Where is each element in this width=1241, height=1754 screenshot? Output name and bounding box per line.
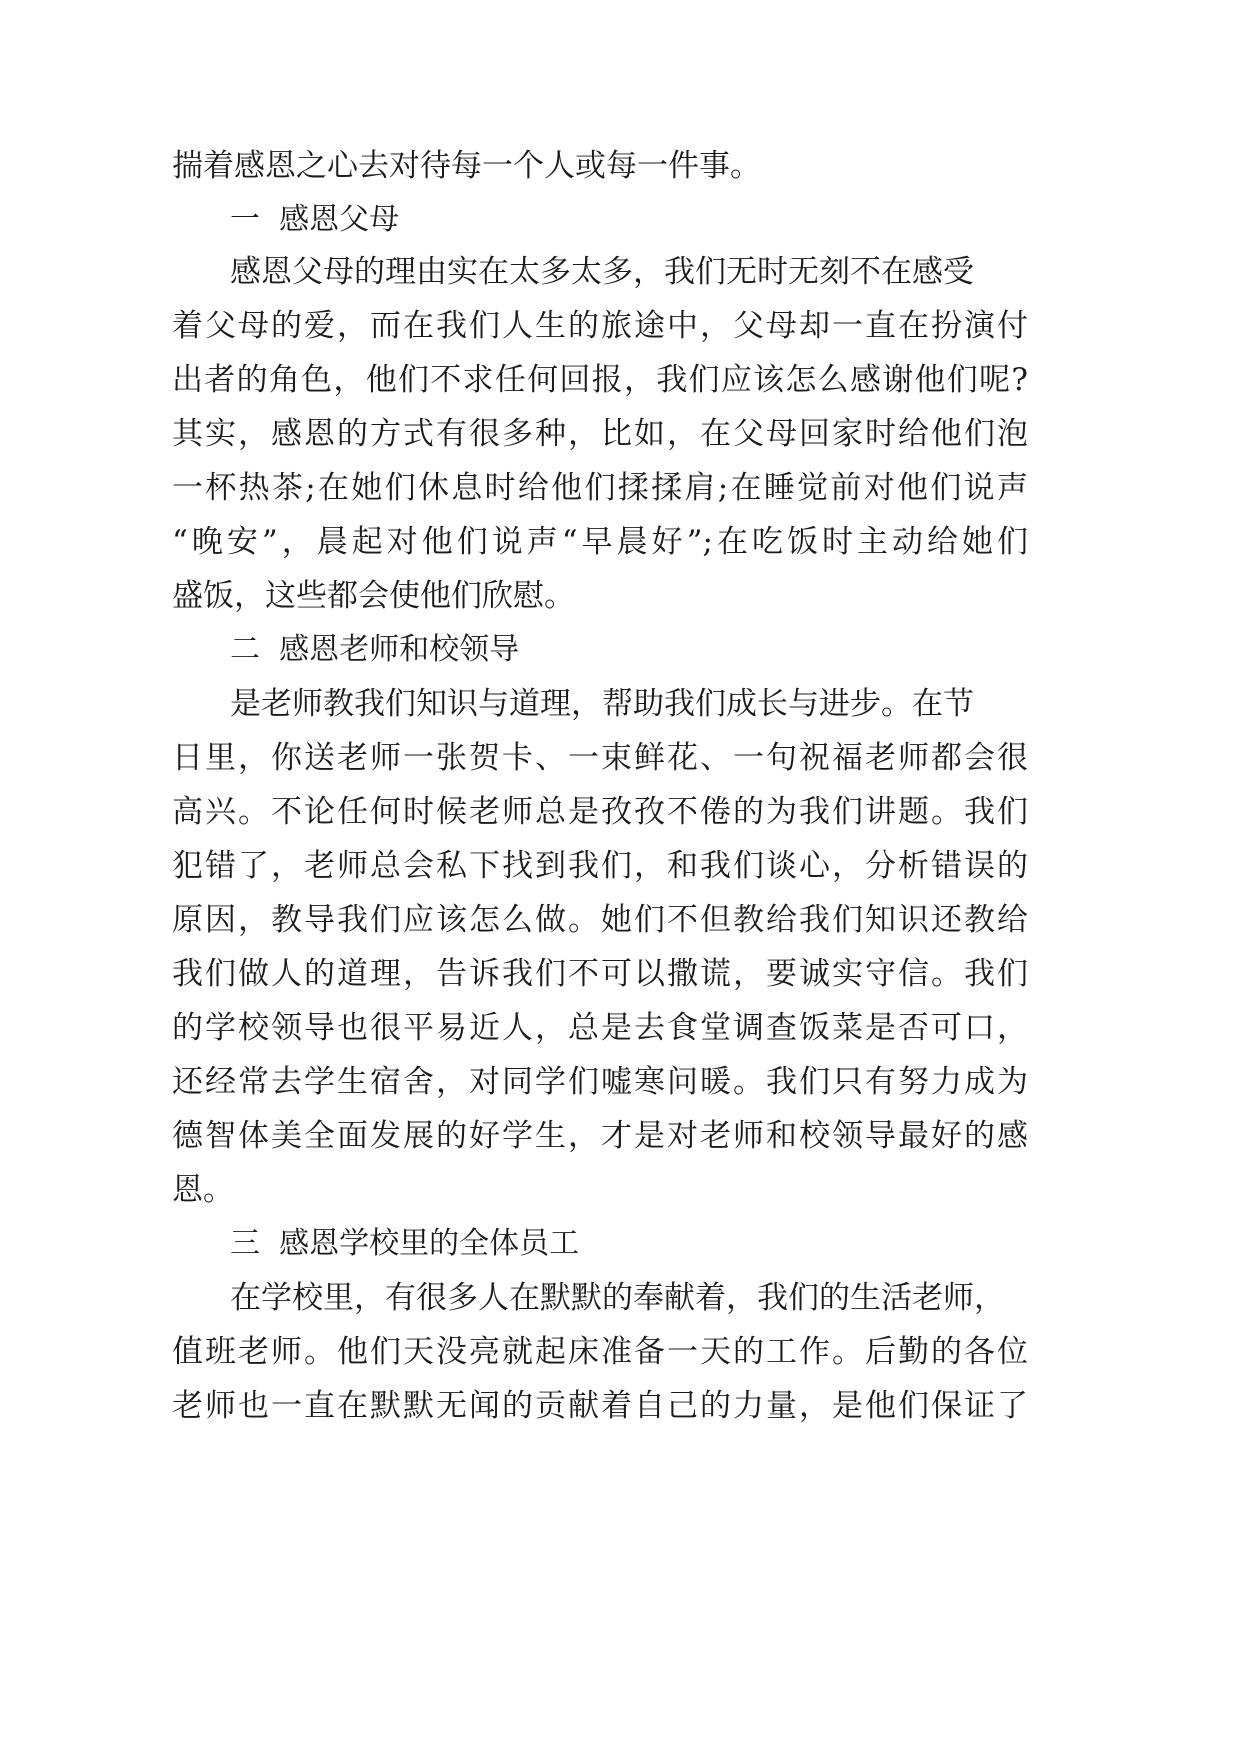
paragraph-line: 犯错了，老师总会私下找到我们，和我们谈心，分析错误的	[172, 848, 1028, 884]
paragraph-line: “晚安”，晨起对他们说声“早晨好”;在吃饭时主动给她们	[172, 524, 1028, 560]
paragraph-line: 老师也一直在默默无闻的贡献着自己的力量，是他们保证了	[172, 1388, 1028, 1424]
paragraph-line: 日里，你送老师一张贺卡、一束鲜花、一句祝福老师都会很	[172, 740, 1028, 776]
paragraph-line: 高兴。不论任何时候老师总是孜孜不倦的为我们讲题。我们	[172, 794, 1028, 830]
paragraph-line: 一杯热茶;在她们休息时给他们揉揉肩;在睡觉前对他们说声	[172, 470, 1028, 506]
section-heading: 三 感恩学校里的全体员工	[230, 1226, 580, 1261]
paragraph-line: 揣着感恩之心去对待每一个人或每一件事。	[172, 148, 761, 184]
paragraph-line: 我们做人的道理，告诉我们不可以撒谎，要诚实守信。我们	[172, 956, 1028, 992]
paragraph-line: 的学校领导也很平易近人，总是去食堂调查饭菜是否可口，	[172, 1010, 1028, 1046]
paragraph-line: 在学校里，有很多人在默默的奉献着，我们的生活老师，	[230, 1280, 1005, 1316]
paragraph-line: 原因，教导我们应该怎么做。她们不但教给我们知识还教给	[172, 902, 1028, 938]
paragraph-line: 是老师教我们知识与道理，帮助我们成长与进步。在节	[230, 686, 974, 722]
section-heading: 一 感恩父母	[230, 202, 400, 237]
paragraph-line: 出者的角色，他们不求任何回报，我们应该怎么感谢他们呢?	[172, 362, 1028, 398]
paragraph-line: 恩。	[172, 1172, 234, 1208]
paragraph-line: 还经常去学生宿舍，对同学们嘘寒问暖。我们只有努力成为	[172, 1064, 1028, 1100]
paragraph-line: 德智体美全面发展的好学生，才是对老师和校领导最好的感	[172, 1118, 1028, 1154]
paragraph-line: 其实，感恩的方式有很多种，比如，在父母回家时给他们泡	[172, 416, 1028, 452]
paragraph-line: 着父母的爱，而在我们人生的旅途中，父母却一直在扮演付	[172, 308, 1028, 344]
section-heading: 二 感恩老师和校领导	[230, 632, 520, 667]
paragraph-line: 感恩父母的理由实在太多太多，我们无时无刻不在感受	[230, 254, 974, 290]
paragraph-line: 值班老师。他们天没亮就起床准备一天的工作。后勤的各位	[172, 1334, 1028, 1370]
paragraph-line: 盛饭，这些都会使他们欣慰。	[172, 578, 575, 614]
